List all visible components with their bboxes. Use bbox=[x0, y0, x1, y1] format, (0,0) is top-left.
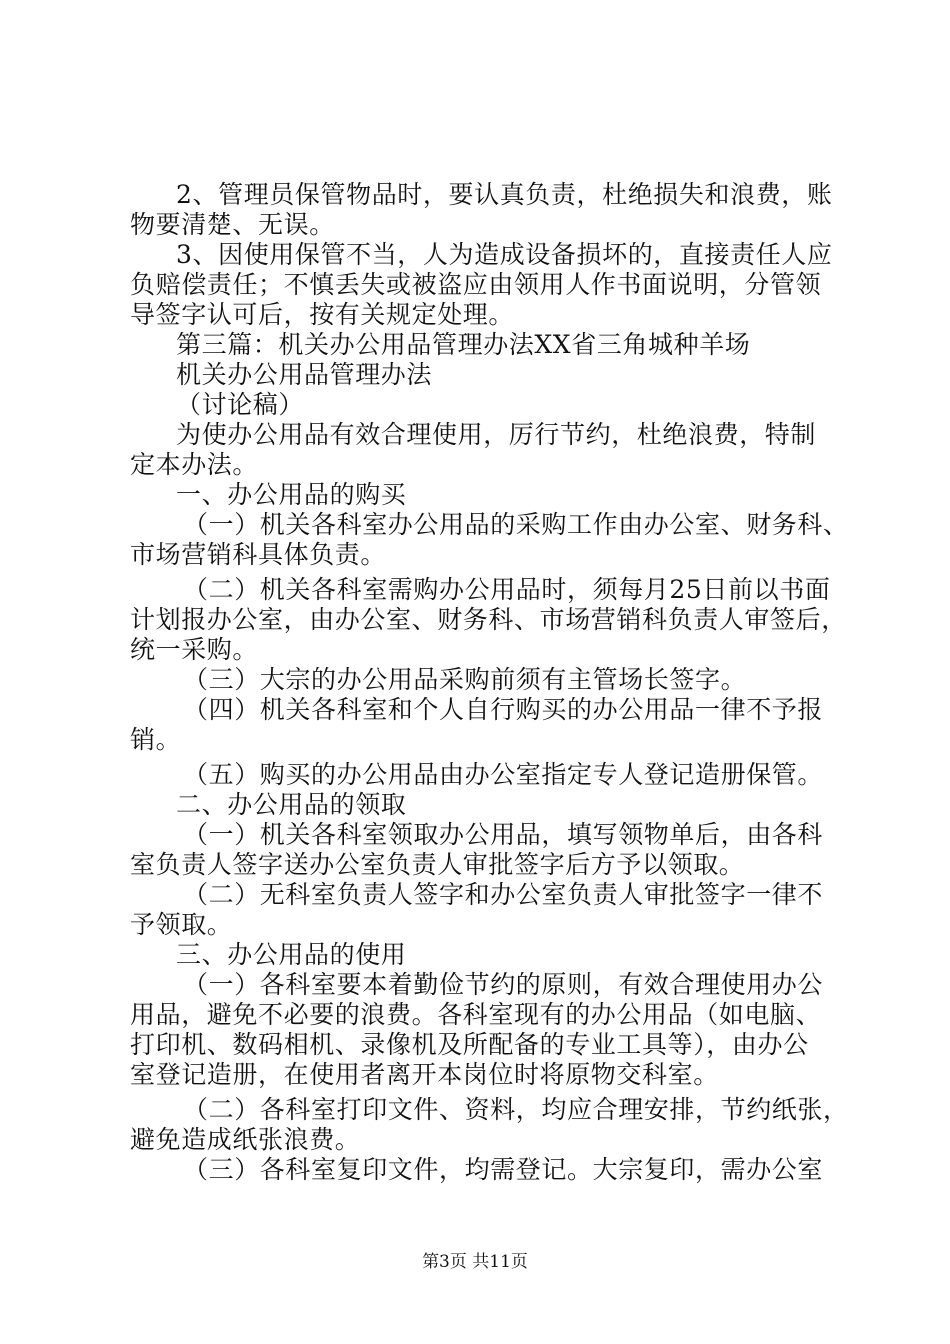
document-title: 机关办公用品管理办法 bbox=[176, 360, 433, 389]
text-line: （四）机关各科室和个人自行购买的办公用品一律不予报 bbox=[183, 695, 824, 724]
text-line: 用品，避免不必要的浪费。各科室现有的办公用品（如电脑、 bbox=[130, 1000, 822, 1029]
text-line: 物要清楚、无误。 bbox=[130, 210, 335, 239]
section-heading: 第三篇：机关办公用品管理办法XX省三角城种羊场 bbox=[176, 330, 751, 359]
text-line: （二）各科室打印文件、资料，均应合理安排，节约纸张， bbox=[183, 1095, 849, 1124]
text-line: 打印机、数码相机、录像机及所配备的专业工具等），由办公 bbox=[130, 1030, 809, 1059]
text-line: 计划报办公室，由办公室、财务科、市场营销科负责人审签后， bbox=[130, 605, 847, 634]
text-line: 3、因使用保管不当，人为造成设备损坏的，直接责任人应 bbox=[176, 240, 833, 269]
text-line: （五）购买的办公用品由办公室指定专人登记造册保管。 bbox=[183, 760, 824, 789]
text-line: （一）各科室要本着勤俭节约的原则，有效合理使用办公 bbox=[183, 970, 824, 999]
text-line: （三）大宗的办公用品采购前须有主管场长签字。 bbox=[183, 665, 747, 694]
text-line: 销。 bbox=[130, 725, 182, 754]
text-line: （二）机关各科室需购办公用品时，须每月25日前以书面 bbox=[183, 575, 831, 604]
text-line: 负赔偿责任；不慎丢失或被盗应由领用人作书面说明，分管领 bbox=[130, 270, 822, 299]
text-line: 为使办公用品有效合理使用，厉行节约，杜绝浪费，特制 bbox=[176, 420, 817, 449]
text-line: 导签字认可后，按有关规定处理。 bbox=[130, 300, 515, 329]
text-line: （二）无科室负责人签字和办公室负责人审批签字一律不 bbox=[183, 880, 824, 909]
text-line: （一）机关各科室领取办公用品，填写领物单后，由各科 bbox=[183, 820, 824, 849]
text-line: 市场营销科具体负责。 bbox=[130, 540, 387, 569]
text-line: 室登记造册，在使用者离开本岗位时将原物交科室。 bbox=[130, 1060, 719, 1089]
text-line: 室负责人签字送办公室负责人审批签字后方予以领取。 bbox=[130, 850, 745, 879]
page-footer: 第3页 共11页 bbox=[422, 1252, 528, 1272]
text-line: 统一采购。 bbox=[130, 635, 259, 664]
text-line: （一）机关各科室办公用品的采购工作由办公室、财务科、 bbox=[183, 510, 849, 539]
text-line: 定本办法。 bbox=[130, 450, 259, 479]
section-heading: 二、办公用品的领取 bbox=[176, 790, 407, 819]
text-line: 避免造成纸张浪费。 bbox=[130, 1125, 361, 1154]
text-line: 2、管理员保管物品时，要认真负责，杜绝损失和浪费，账 bbox=[176, 180, 833, 209]
document-subtitle: （讨论稿） bbox=[176, 390, 305, 419]
text-line: （三）各科室复印文件，均需登记。大宗复印，需办公室 bbox=[183, 1155, 824, 1184]
text-line: 予领取。 bbox=[130, 910, 233, 939]
section-heading: 一、办公用品的购买 bbox=[176, 480, 407, 509]
section-heading: 三、办公用品的使用 bbox=[176, 940, 407, 969]
